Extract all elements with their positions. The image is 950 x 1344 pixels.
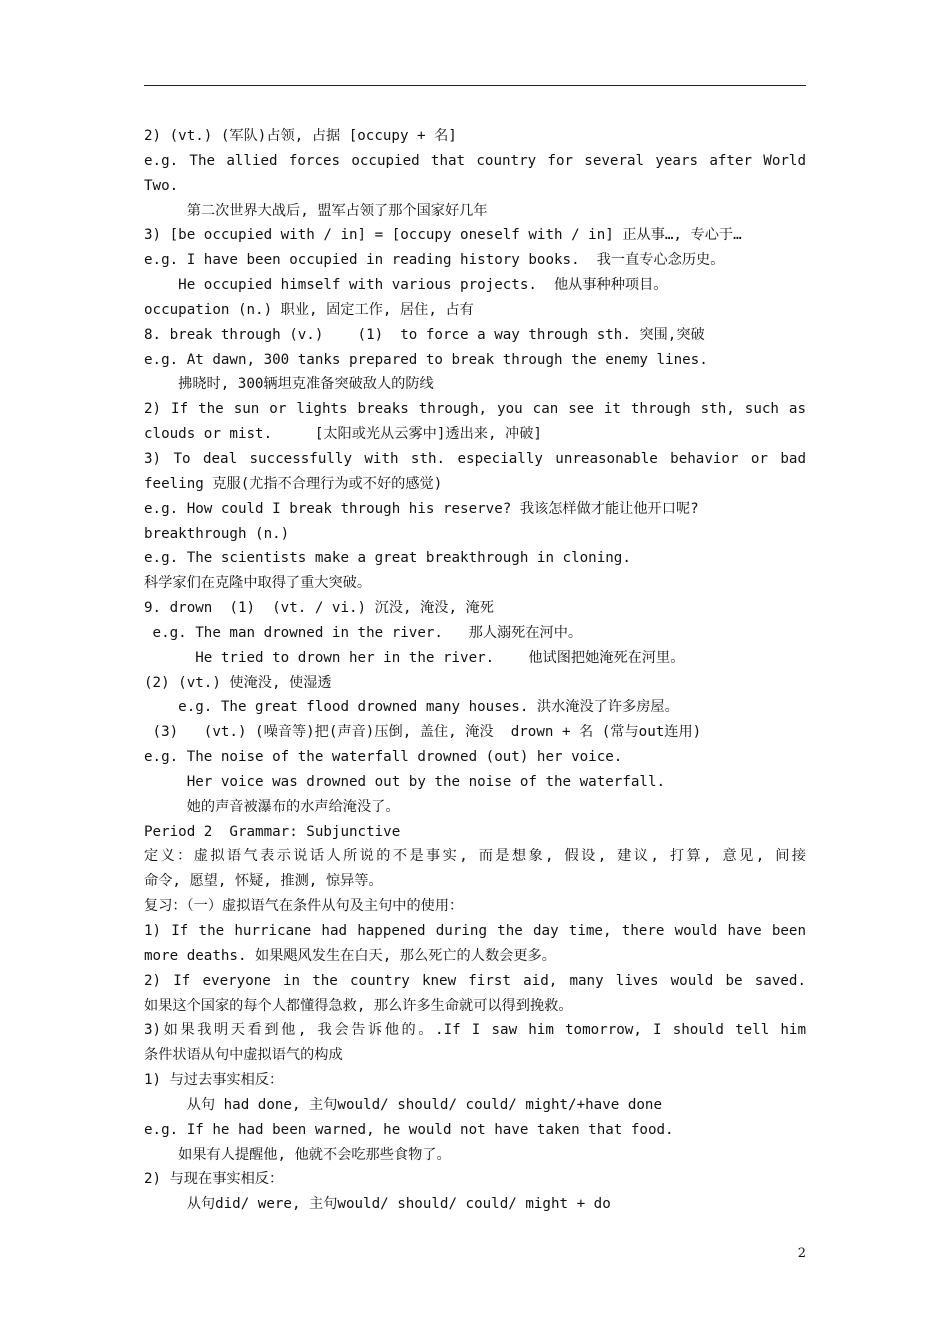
text-line: 如果有人提醒他, 他就不会吃那些食物了。	[144, 1146, 451, 1163]
text-line: 从句did/ were, 主句would/ should/ could/ might + do	[144, 1196, 611, 1213]
text-line: e.g. I have been occupied in reading history books. 我一直专心念历史。	[144, 252, 725, 269]
text-line: e.g. At dawn, 300 tanks prepared to break through the enemy lines.	[144, 351, 708, 368]
text-line: e.g. The man drowned in the river. 那人溺死在河中。	[144, 624, 583, 641]
text-line: 2) If the sun or lights breaks through, you can see it through sth, such as	[144, 401, 806, 418]
text-line: 第二次世界大战后, 盟军占领了那个国家好几年	[144, 202, 488, 219]
text-line: 2) If everyone in the country knew first aid, many lives would be saved.	[144, 972, 806, 989]
text-line: e.g. The allied forces occupied that country for several years after World	[144, 152, 806, 169]
text-line: e.g. The scientists make a great breakthrough in cloning.	[144, 550, 631, 567]
text-line: 拂晓时, 300辆坦克准备突破敌人的防线	[144, 376, 434, 393]
header-rule	[144, 85, 806, 86]
text-line: 3)如果我明天看到他, 我会告诉他的。.If I saw him tomorrow, I should tell him	[144, 1022, 806, 1039]
text-line: e.g. The noise of the waterfall drowned (out) her voice.	[144, 749, 623, 766]
text-line: He tried to drown her in the river. 他试图把她淹死在河里。	[144, 649, 685, 666]
text-line: e.g. The great flood drowned many houses. 洪水淹没了许多房屋。	[144, 699, 679, 716]
text-line: 条件状语从句中虚拟语气的构成	[144, 1047, 343, 1064]
text-line: 2) (vt.) (军队)占领, 占据 [occupy + 名]	[144, 128, 457, 144]
text-line: 3) [be occupied with / in] = [occupy oneself with / in] 正从事…, 专心于…	[144, 227, 742, 244]
text-line: 科学家们在克隆中取得了重大突破。	[144, 575, 372, 592]
text-line: breakthrough (n.)	[144, 525, 290, 542]
text-line: 从句 had done, 主句would/ should/ could/ might/+have done	[144, 1096, 662, 1113]
text-line: 1) If the hurricane had happened during the day time, there would have been	[144, 923, 806, 939]
text-line: 如果这个国家的每个人都懂得急救, 那么许多生命就可以得到挽救。	[144, 997, 573, 1014]
page-number: 2	[797, 1246, 806, 1261]
text-line: Period 2 Grammar: Subjunctive	[144, 823, 401, 840]
text-line: (3) (vt.) (噪音等)把(声音)压倒, 盖住, 淹没 drown + 名 (常与out连用)	[144, 724, 702, 741]
text-line: more deaths. 如果飓风发生在白天, 那么死亡的人数会更多。	[144, 947, 556, 964]
text-line: (2) (vt.) 使淹没, 使湿透	[144, 674, 332, 691]
text-line: 她的声音被瀑布的水声给淹没了。	[144, 798, 400, 815]
text-line: Her voice was drowned out by the noise of the waterfall.	[144, 773, 666, 790]
text-line: He occupied himself with various projects. 他从事种种项目。	[144, 277, 668, 294]
text-line: 9. drown (1) (vt. / vi.) 沉没, 淹没, 淹死	[144, 600, 494, 617]
text-line: e.g. If he had been warned, he would not have taken that food.	[144, 1121, 674, 1138]
text-line: occupation (n.) 职业, 固定工作, 居住, 占有	[144, 301, 474, 318]
text-line: clouds or mist. [太阳或光从云雾中]透出来, 冲破]	[144, 426, 542, 443]
text-line: 命令, 愿望, 怀疑, 推测, 惊异等。	[144, 873, 383, 890]
text-line: 2) 与现在事实相反：	[144, 1171, 284, 1188]
document-body	[144, 124, 806, 1217]
text-line: Two.	[144, 177, 179, 194]
text-line: e.g. How could I break through his reserve? 我该怎样做才能让他开口呢?	[144, 500, 699, 517]
text-line: 1) 与过去事实相反：	[144, 1072, 284, 1089]
text-line: 复习：（一）虚拟语气在条件从句及主句中的使用：	[144, 898, 464, 915]
text-line: 定义：虚拟语气表示说话人所说的不是事实, 而是想象, 假设, 建议, 打算, 意见, 间接	[144, 848, 806, 865]
text-line: 3) To deal successfully with sth. especially unreasonable behavior or bad	[144, 450, 806, 467]
text-line: feeling 克服(尤指不合理行为或不好的感觉)	[144, 475, 443, 492]
text-line: 8. break through (v.) (1) to force a way through sth. 突围,突破	[144, 326, 705, 343]
